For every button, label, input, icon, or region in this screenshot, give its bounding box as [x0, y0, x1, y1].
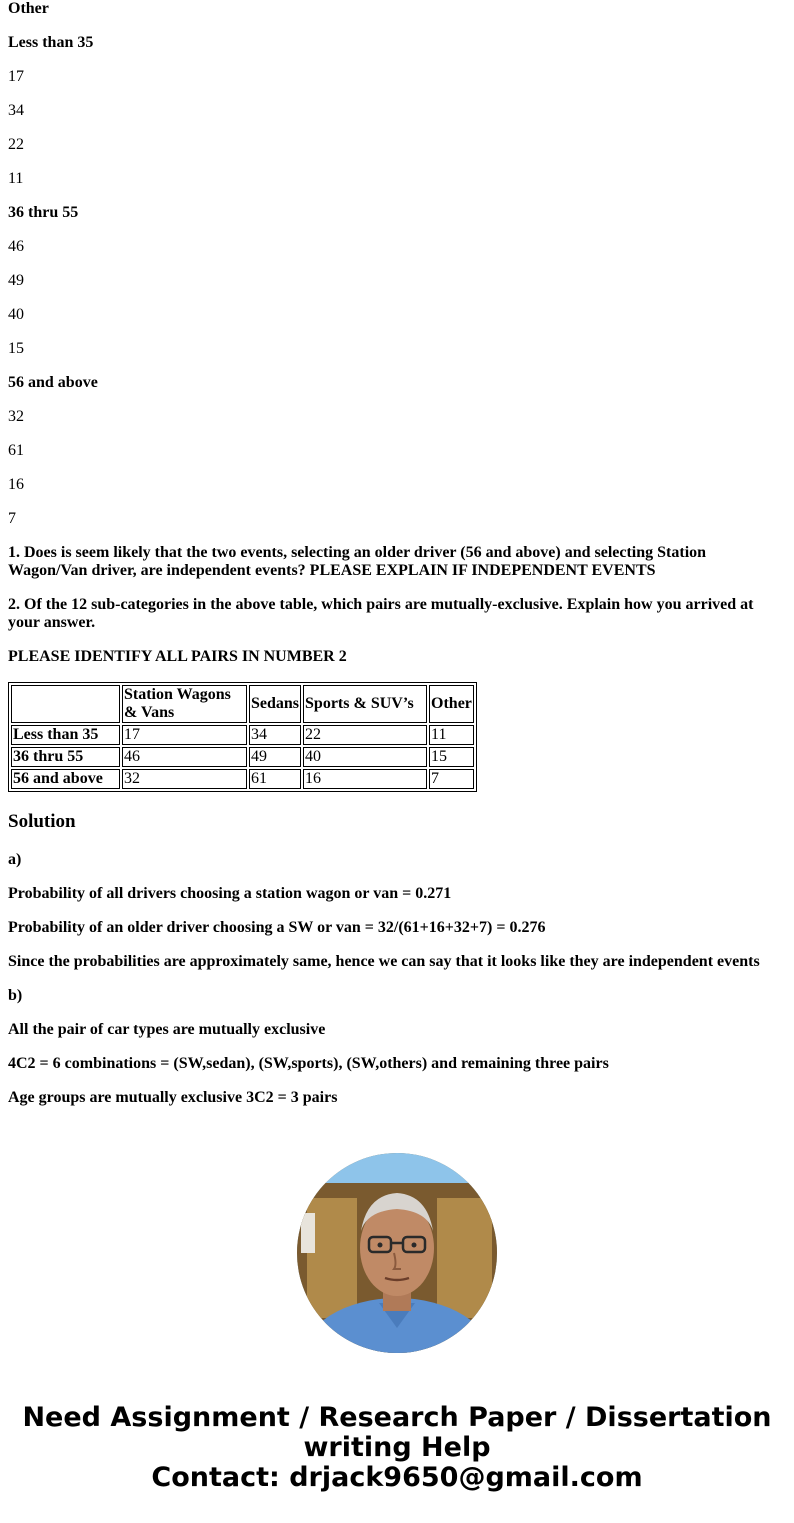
solution-b-line-3: Age groups are mutually exclusive 3C2 = 3 pairs: [8, 1089, 338, 1106]
group-value: 32: [8, 408, 24, 425]
table-cell: 61: [249, 769, 301, 789]
group-value: 7: [8, 510, 16, 527]
group-value: 46: [8, 238, 24, 255]
tutor-avatar: [297, 1153, 497, 1353]
group-label: 36 thru 55: [8, 204, 79, 221]
table-header-cell: Sports & SUV’s: [303, 685, 427, 723]
table-cell: 7: [429, 769, 474, 789]
table-row-label: 36 thru 55: [11, 747, 120, 767]
group-value: 61: [8, 442, 24, 459]
table-cell: 34: [249, 725, 301, 745]
group-value: 40: [8, 306, 24, 323]
table-cell: 32: [122, 769, 247, 789]
solution-a-line-3: Since the probabilities are approximately same, hence we can say that it looks like they are independent events: [8, 953, 760, 970]
table-row-label: 56 and above: [11, 769, 120, 789]
table-cell: 22: [303, 725, 427, 745]
table-header-cell: Other: [429, 685, 474, 723]
table-cell: 11: [429, 725, 474, 745]
part-b-label: b): [8, 987, 23, 1004]
solution-a-line-1: Probability of all drivers choosing a station wagon or van = 0.271: [8, 885, 452, 902]
table-row: [11, 769, 474, 789]
promo-banner: [0, 1403, 794, 1493]
group-value: 11: [8, 170, 24, 187]
table-header-cell: Station Wagons & Vans: [122, 685, 247, 723]
group-value: 16: [8, 476, 24, 493]
table-header-cell: [11, 685, 120, 723]
table-row: [11, 747, 474, 767]
table-cell: 40: [303, 747, 427, 767]
group-value: 22: [8, 136, 24, 153]
data-table: [8, 682, 477, 792]
question-2: 2. Of the 12 sub-categories in the above table, which pairs are mutually-exclusive. Explain how you arrived at your answer.: [8, 596, 754, 631]
solution-heading: Solution: [8, 811, 76, 832]
table-cell: 15: [429, 747, 474, 767]
part-a-label: a): [8, 851, 22, 868]
group-label: 56 and above: [8, 374, 98, 391]
question-3: PLEASE IDENTIFY ALL PAIRS IN NUMBER 2: [8, 648, 347, 665]
promo-line-1: Need Assignment / Research Paper / Dissertation: [22, 1402, 772, 1433]
avatar-switchboard: [301, 1213, 315, 1253]
group-label: Less than 35: [8, 34, 94, 51]
table-header-cell: Sedans: [249, 685, 301, 723]
group-value: 34: [8, 102, 24, 119]
group-value: 49: [8, 272, 24, 289]
table-cell: 17: [122, 725, 247, 745]
table-cell: 46: [122, 747, 247, 767]
table-header-row: [11, 685, 474, 723]
category-header: Other: [8, 0, 49, 17]
table-row-label: Less than 35: [11, 725, 120, 745]
solution-b-line-1: All the pair of car types are mutually exclusive: [8, 1021, 326, 1038]
table-row: [11, 725, 474, 745]
question-1: 1. Does is seem likely that the two events, selecting an older driver (56 and above) and selecting Station Wagon/Van driver, are independent events? PLEASE EXPLAIN IF INDEPENDENT EVENTS: [8, 544, 707, 579]
table-cell: 16: [303, 769, 427, 789]
group-value: 15: [8, 340, 24, 357]
solution-b-line-2: 4C2 = 6 combinations = (SW,sedan), (SW,sports), (SW,others) and remaining three pairs: [8, 1055, 609, 1072]
avatar-door-panel-right: [437, 1198, 492, 1318]
group-value: 17: [8, 68, 24, 85]
avatar-eye-left: [378, 1243, 383, 1248]
promo-contact: Contact: drjack9650@gmail.com: [151, 1462, 643, 1493]
promo-line-2: writing Help: [303, 1432, 491, 1463]
avatar-portrait-graphic: [297, 1153, 497, 1353]
avatar-eye-right: [412, 1243, 417, 1248]
solution-a-line-2: Probability of an older driver choosing a SW or van = 32/(61+16+32+7) = 0.276: [8, 919, 546, 936]
table-cell: 49: [249, 747, 301, 767]
